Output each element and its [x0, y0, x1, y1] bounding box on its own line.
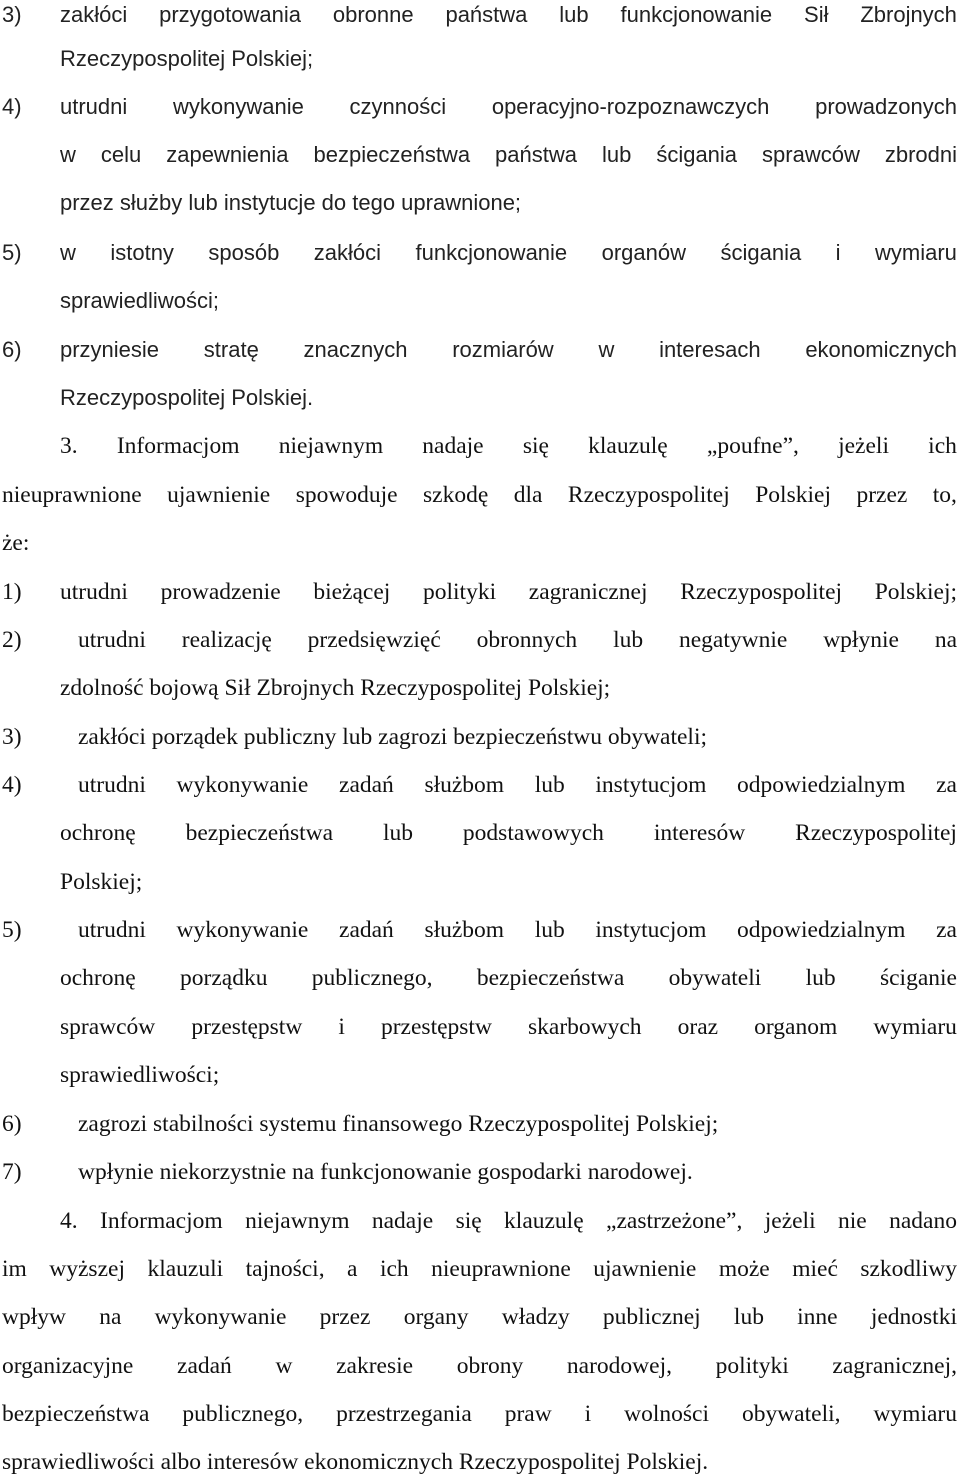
paragraph-line: 3. Informacjom niejawnym nadaje się klauzulę „poufne”, jeżeli ich — [60, 433, 957, 459]
paragraph-line: w istotny sposób zakłóci funkcjonowanie organów ścigania i wymiaru — [60, 240, 957, 265]
paragraph-line: ochronę bezpieczeństwa lub podstawowych interesów Rzeczypospolitej — [60, 820, 957, 846]
paragraph-line: przez służby lub instytucje do tego uprawnione; — [60, 190, 522, 215]
paragraph-line: utrudni prowadzenie bieżącej polityki zagranicznej Rzeczypospolitej Polskiej; — [60, 579, 957, 605]
list-number: 1) — [2, 579, 22, 605]
paragraph-line: wpływ na wykonywanie przez organy władzy publicznej lub inne jednostki — [2, 1304, 957, 1330]
paragraph-line: wpłynie niekorzystnie na funkcjonowanie gospodarki narodowej. — [78, 1159, 693, 1185]
paragraph-line: sprawiedliwości; — [60, 288, 219, 313]
list-number: 2) — [2, 627, 22, 653]
paragraph-line: im wyższej klauzuli tajności, a ich nieuprawnione ujawnienie może mieć szkodliwy — [2, 1256, 957, 1282]
list-number: 5) — [2, 917, 22, 943]
paragraph-line: nieuprawnione ujawnienie spowoduje szkodę dla Rzeczypospolitej Polskiej przez to, — [2, 482, 957, 508]
list-number: 6) — [2, 1111, 22, 1137]
paragraph-line: utrudni wykonywanie zadań służbom lub instytucjom odpowiedzialnym za — [78, 772, 957, 798]
paragraph-line: Rzeczypospolitej Polskiej. — [60, 385, 314, 410]
paragraph-line: sprawiedliwości albo interesów ekonomicznych Rzeczypospolitej Polskiej. — [2, 1449, 709, 1475]
paragraph-line: utrudni wykonywanie zadań służbom lub instytucjom odpowiedzialnym za — [78, 917, 957, 943]
list-number: 3) — [2, 724, 22, 750]
paragraph-line: w celu zapewnienia bezpieczeństwa państwa lub ścigania sprawców zbrodni — [60, 142, 957, 167]
paragraph-line: 4. Informacjom niejawnym nadaje się klauzulę „zastrzeżone”, jeżeli nie nadano — [60, 1208, 957, 1234]
paragraph-line: przyniesie stratę znacznych rozmiarów w interesach ekonomicznych — [60, 337, 957, 362]
paragraph-line: że: — [2, 530, 30, 556]
list-number: 7) — [2, 1159, 22, 1185]
paragraph-line: Rzeczypospolitej Polskiej; — [60, 46, 314, 71]
list-number: 3) — [2, 2, 22, 27]
paragraph-line: zakłóci przygotowania obronne państwa lub funkcjonowanie Sił Zbrojnych — [60, 2, 957, 27]
paragraph-line: Polskiej; — [60, 869, 143, 895]
paragraph-line: sprawców przestępstw i przestępstw skarbowych oraz organom wymiaru — [60, 1014, 957, 1040]
paragraph-line: zakłóci porządek publiczny lub zagrozi bezpieczeństwu obywateli; — [78, 724, 708, 750]
paragraph-line: utrudni wykonywanie czynności operacyjno-rozpoznawczych prowadzonych — [60, 94, 957, 119]
list-number: 4) — [2, 94, 22, 119]
paragraph-line: bezpieczeństwa publicznego, przestrzegania praw i wolności obywateli, wymiaru — [2, 1401, 957, 1427]
paragraph-line: zagrozi stabilności systemu finansowego Rzeczypospolitej Polskiej; — [78, 1111, 719, 1137]
list-number: 6) — [2, 337, 22, 362]
paragraph-line: sprawiedliwości; — [60, 1062, 220, 1088]
list-number: 4) — [2, 772, 22, 798]
paragraph-line: zdolność bojową Sił Zbrojnych Rzeczypospolitej Polskiej; — [60, 675, 611, 701]
list-number: 5) — [2, 240, 22, 265]
paragraph-line: organizacyjne zadań w zakresie obrony narodowej, polityki zagranicznej, — [2, 1353, 957, 1379]
paragraph-line: ochronę porządku publicznego, bezpieczeństwa obywateli lub ściganie — [60, 965, 957, 991]
paragraph-line: utrudni realizację przedsięwzięć obronnych lub negatywnie wpłynie na — [78, 627, 957, 653]
